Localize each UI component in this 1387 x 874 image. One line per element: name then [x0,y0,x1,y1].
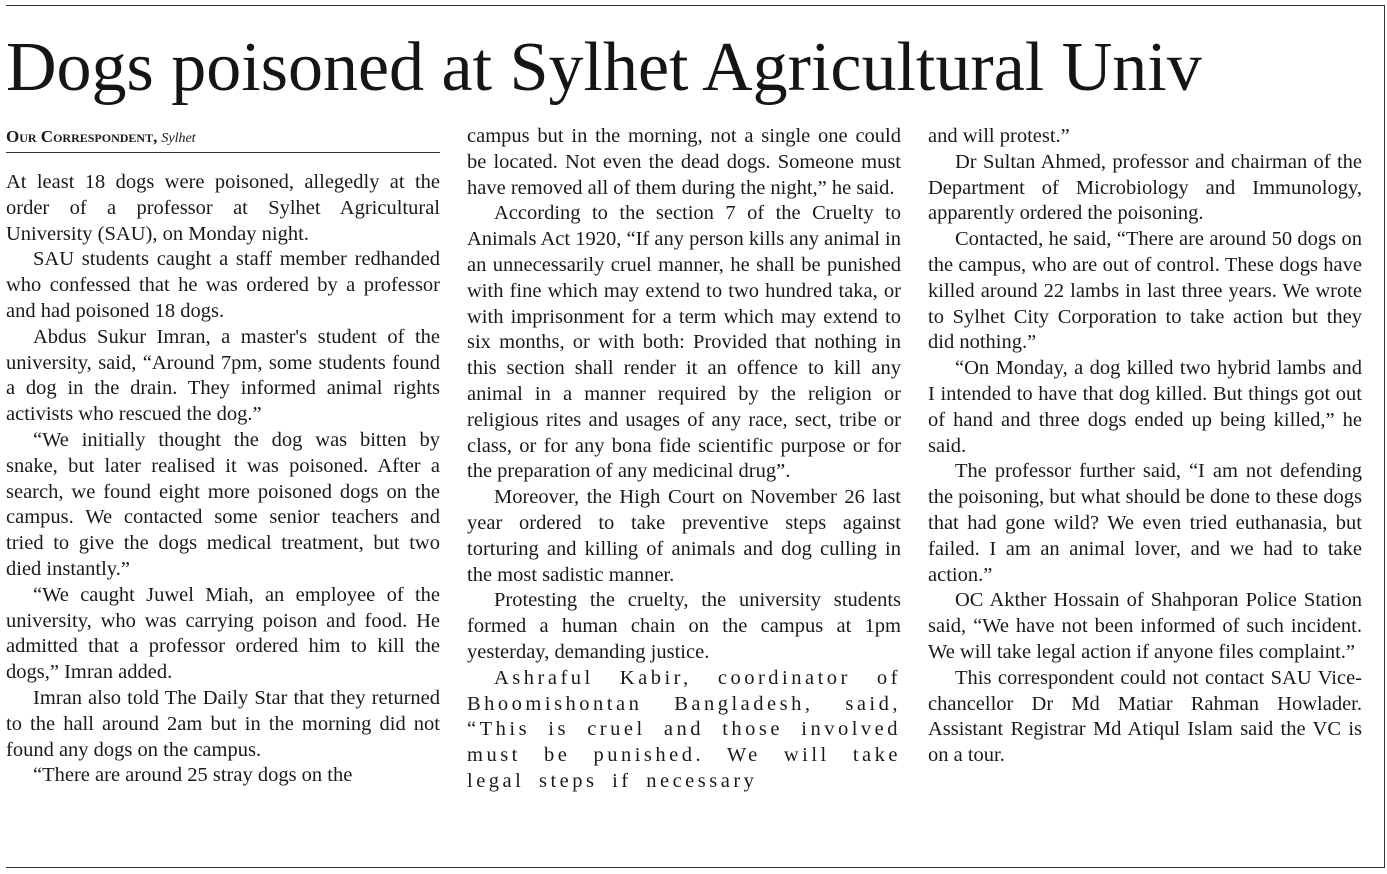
paragraph: Protesting the cruelty, the university students formed a human chain on the campus at 1pm yesterday, demanding justice. [467,589,901,663]
article-column-1 [6,170,440,789]
headline: Dogs poisoned at Sylhet Agricultural Univ [6,29,1202,106]
paragraph: campus but in the morning, not a single one could be located. Not even the dead dogs. Someone must have removed all of them during the night,” he said. [467,125,901,199]
paragraph: Contacted, he said, “There are around 50 dogs on the campus, who are out of control. These dogs have killed around 22 lambs in last three years. We wrote to Sylhet City Corporation to take action but they did nothing.” [928,228,1362,354]
paragraph: “There are around 25 stray dogs on the [33,764,353,787]
right-rule [1384,5,1385,868]
paragraph: and will protest.” [928,125,1070,147]
bottom-rule [6,867,1385,868]
paragraph: According to the section 7 of the Cruelty to Animals Act 1920, “If any person kills any animal in an unnecessarily cruel manner, he shall be punished with fine which may extend to two hundred taka, or with imprisonment for a term which may extend to six months, or with both: Provided that nothing in this section shall render it an offence to kill any animal in a manner required by the religion or religious rites and usages of any race, sect, tribe or class, or for any bona fide scientific purpose or for the preparation of any medicinal drug”. [467,202,901,483]
article-column-2 [467,124,901,795]
paragraph: At least 18 dogs were poisoned, allegedly at the order of a professor at Sylhet Agricultural University (SAU), on Monday night. [6,171,440,245]
paragraph: The professor further said, “I am not defending the poisoning, but what should be done to these dogs that had gone wild? We even tried euthanasia, but failed. I am an animal lover, and we had to take action.” [928,460,1362,586]
byline [6,127,440,153]
paragraph: “We caught Juwel Miah, an employee of the university, who was carrying poison and food. He admitted that a professor ordered him to kill the dogs,” Imran added. [6,583,440,684]
paragraph: SAU students caught a staff member redhanded who confessed that he was ordered by a professor and had poisoned 18 dogs. [6,248,440,322]
paragraph: Imran also told The Daily Star that they returned to the hall around 2am but in the morning did not found any dogs on the campus. [6,686,440,761]
byline-author: Our Correspondent, [6,127,158,146]
paragraph: This correspondent could not contact SAU Vice-chancellor Dr Md Matiar Rahman Howlader. Assistant Registrar Md Atiqul Islam said the VC is on a tour. [928,666,1362,767]
paragraph: Dr Sultan Ahmed, professor and chairman of the Department of Microbiology and Immunology, apparently ordered the poisoning. [928,150,1362,225]
paragraph: Moreover, the High Court on November 26 last year ordered to take preventive steps against torturing and killing of animals and dog culling in the most sadistic manner. [467,486,901,586]
paragraph: “We initially thought the dog was bitten by snake, but later realised it was poisoned. After a search, we found eight more poisoned dogs on the campus. We contacted some senior teachers and tried to give the dogs medical treatment, but two died instantly.” [6,428,440,580]
top-rule [6,5,1385,6]
paragraph: Abdus Sukur Imran, a master's student of the university, said, “Around 7pm, some students found a dog in the drain. They informed animal rights activists who rescued the dog.” [6,325,440,426]
paragraph: OC Akther Hossain of Shahporan Police Station said, “We have not been informed of such incident. We will take legal action if anyone files complaint.” [928,589,1362,663]
paragraph: “On Monday, a dog killed two hybrid lambs and I intended to have that dog killed. But things got out of hand and three dogs ended up being killed,” he said. [928,357,1362,457]
paragraph: Ashraful Kabir, coordinator of Bhoomishontan Bangladesh, said, “This is cruel and those involved must be punished. We will take legal steps if necessary [467,666,901,792]
byline-location: Sylhet [161,131,196,146]
article-column-3 [928,124,1362,769]
